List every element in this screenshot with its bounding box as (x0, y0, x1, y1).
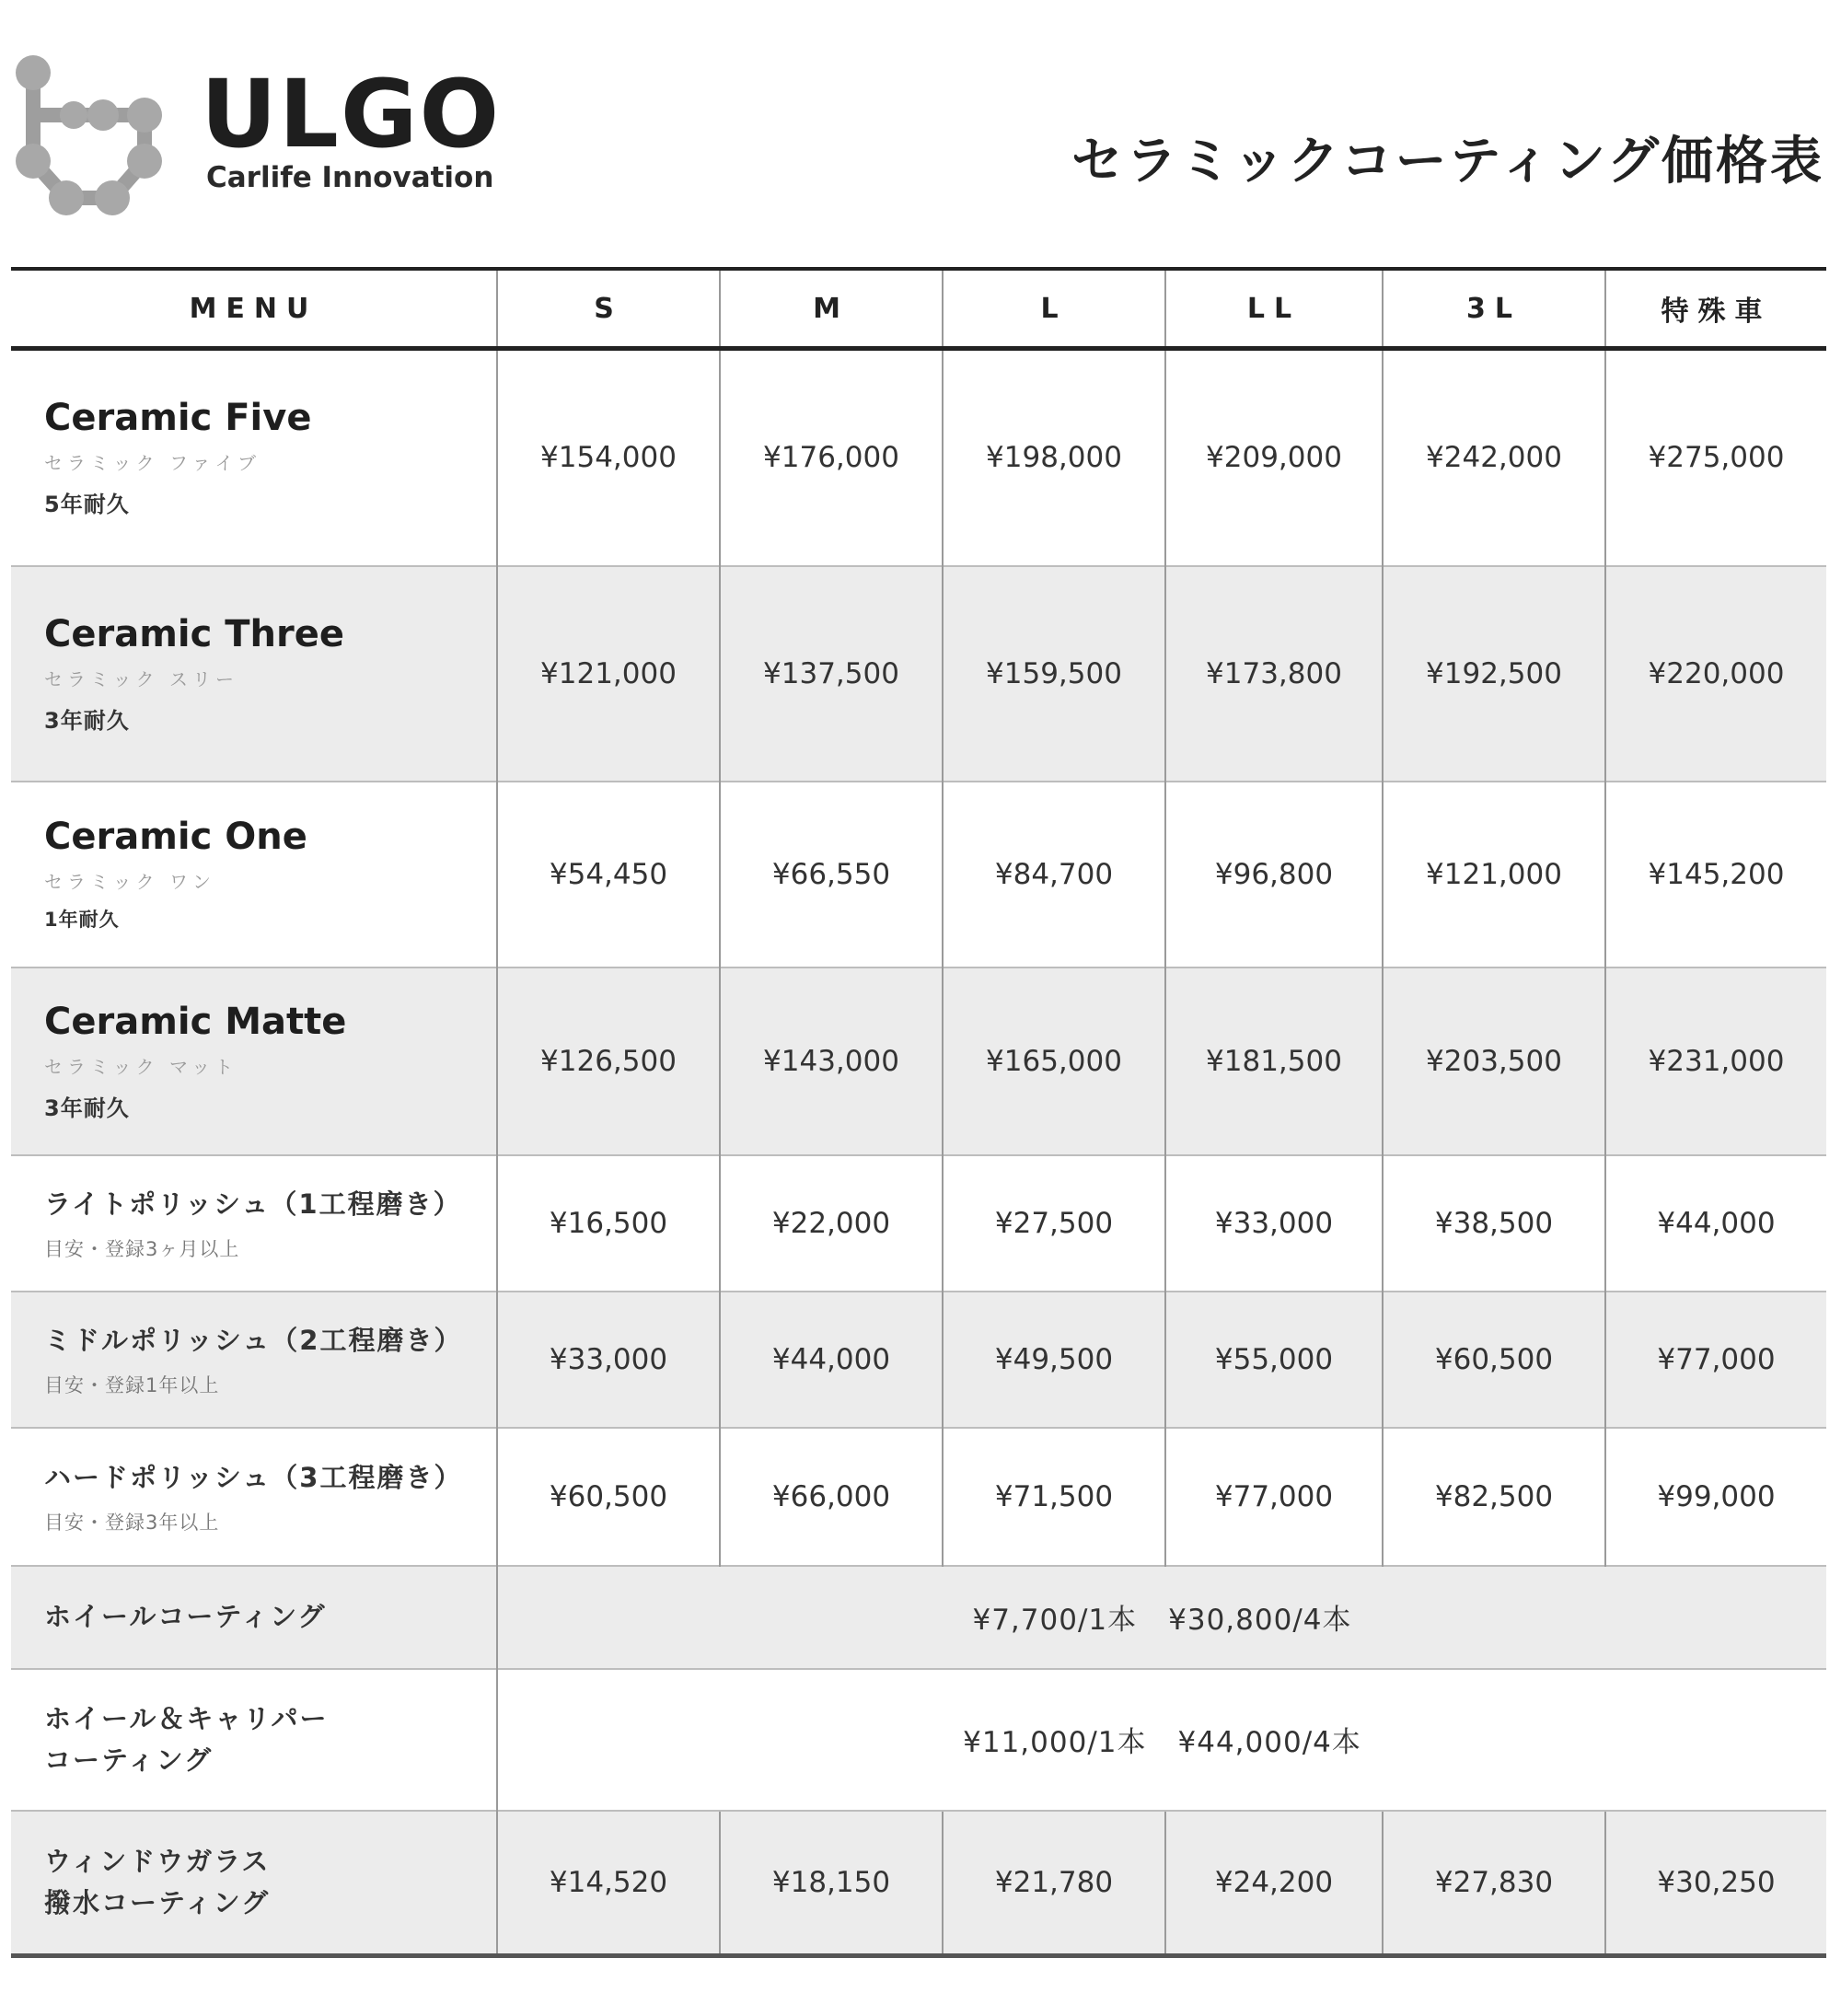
price-cell-wide (497, 1566, 1826, 1669)
price-cell: ¥49,500 (943, 1292, 1165, 1428)
price-cell: ¥209,000 (1165, 349, 1383, 566)
price-cell: ¥33,000 (1165, 1155, 1383, 1292)
menu-cell (11, 1566, 497, 1669)
column-header-3l: 3L (1383, 269, 1605, 349)
menu-kana: セラミック スリー (44, 667, 238, 690)
price-cell: ¥38,500 (1383, 1155, 1605, 1292)
menu-cell (11, 782, 497, 967)
menu-name: Ceramic Three (44, 612, 344, 655)
header-row (11, 269, 1826, 349)
menu-note: 目安・登録3年以上 (44, 1511, 220, 1534)
price-cell: ¥16,500 (497, 1155, 720, 1292)
price-cell: ¥30,250 (1605, 1811, 1826, 1956)
menu-cell (11, 967, 497, 1155)
price-cell: ¥24,200 (1165, 1811, 1383, 1956)
price-cell: ¥66,000 (720, 1428, 943, 1566)
price-cell: ¥33,000 (497, 1292, 720, 1428)
price-cell: ¥275,000 (1605, 349, 1826, 566)
menu-name: Ceramic Five (44, 397, 312, 440)
column-header-special: 特殊車 (1605, 269, 1826, 349)
table-row (11, 1669, 1826, 1811)
price-cell: ¥77,000 (1605, 1292, 1826, 1428)
price-cell: ¥198,000 (943, 349, 1165, 566)
price-cell: ¥66,550 (720, 782, 943, 967)
price-cell: ¥126,500 (497, 967, 720, 1155)
menu-cell (11, 1669, 497, 1811)
price-cell: ¥77,000 (1165, 1428, 1383, 1566)
price-cell: ¥44,000 (720, 1292, 943, 1428)
menu-name-line1: ウィンドウガラス (44, 1845, 271, 1877)
price-cell: ¥60,500 (1383, 1292, 1605, 1428)
price-cell: ¥55,000 (1165, 1292, 1383, 1428)
menu-cell (11, 1155, 497, 1292)
menu-durability: 3年耐久 (44, 707, 130, 734)
menu-name: ライトポリッシュ（1工程磨き） (44, 1188, 462, 1221)
menu-cell (11, 1428, 497, 1566)
table-row (11, 1811, 1826, 1956)
price-cell: ¥181,500 (1165, 967, 1383, 1155)
menu-kana: セラミック マット (44, 1055, 238, 1078)
price-cell: ¥159,500 (943, 566, 1165, 782)
menu-note: 目安・登録3ヶ月以上 (44, 1237, 240, 1260)
price-cell: ¥220,000 (1605, 566, 1826, 782)
column-header-s: S (497, 269, 720, 349)
price-four-wheels: ¥30,800/4本 (1168, 1604, 1352, 1637)
page-title: セラミックコーティング価格表 (1071, 132, 1824, 191)
price-four-wheels: ¥44,000/4本 (1177, 1726, 1361, 1759)
menu-durability: 5年耐久 (44, 492, 130, 518)
column-header-m: M (720, 269, 943, 349)
price-cell: ¥121,000 (1383, 782, 1605, 967)
price-cell: ¥231,000 (1605, 967, 1826, 1155)
price-cell: ¥99,000 (1605, 1428, 1826, 1566)
menu-name: Ceramic Matte (44, 1000, 347, 1043)
table-row (11, 566, 1826, 782)
price-cell: ¥14,520 (497, 1811, 720, 1956)
menu-name-line2: コーティング (44, 1744, 214, 1776)
price-cell: ¥203,500 (1383, 967, 1605, 1155)
price-cell: ¥192,500 (1383, 566, 1605, 782)
price-cell: ¥60,500 (497, 1428, 720, 1566)
menu-name: ハードポリッシュ（3工程磨き） (44, 1462, 463, 1494)
price-cell: ¥18,150 (720, 1811, 943, 1956)
table-row (11, 1155, 1826, 1292)
table-row (11, 1428, 1826, 1566)
menu-kana: セラミック ワン (44, 871, 215, 893)
price-cell: ¥137,500 (720, 566, 943, 782)
price-cell: ¥84,700 (943, 782, 1165, 967)
table-row (11, 1566, 1826, 1669)
menu-durability: 1年耐久 (44, 909, 120, 931)
price-cell: ¥173,800 (1165, 566, 1383, 782)
price-cell: ¥27,500 (943, 1155, 1165, 1292)
menu-cell (11, 349, 497, 566)
column-header-menu: MENU (11, 269, 497, 349)
price-cell: ¥54,450 (497, 782, 720, 967)
price-per-wheel: ¥7,700/1本 (972, 1604, 1138, 1637)
menu-name: Ceramic One (44, 816, 307, 858)
table-row (11, 349, 1826, 566)
menu-name-line2: 撥水コーティング (44, 1886, 271, 1918)
menu-cell (11, 566, 497, 782)
price-cell: ¥71,500 (943, 1428, 1165, 1566)
menu-cell (11, 1292, 497, 1428)
menu-kana: セラミック ファイブ (44, 452, 261, 475)
menu-name: ホイールコーティング (44, 1601, 327, 1633)
price-cell: ¥242,000 (1383, 349, 1605, 566)
price-cell: ¥154,000 (497, 349, 720, 566)
price-cell-wide (497, 1669, 1826, 1811)
price-cell: ¥176,000 (720, 349, 943, 566)
price-cell: ¥165,000 (943, 967, 1165, 1155)
price-cell: ¥44,000 (1605, 1155, 1826, 1292)
price-cell: ¥21,780 (943, 1811, 1165, 1956)
price-cell: ¥96,800 (1165, 782, 1383, 967)
price-cell: ¥143,000 (720, 967, 943, 1155)
price-cell: ¥22,000 (720, 1155, 943, 1292)
brand-tagline: Carlife Innovation (206, 161, 494, 194)
price-cell: ¥145,200 (1605, 782, 1826, 967)
menu-cell (11, 1811, 497, 1956)
table-row (11, 1292, 1826, 1428)
price-per-wheel: ¥11,000/1本 (963, 1726, 1147, 1759)
price-cell: ¥27,830 (1383, 1811, 1605, 1956)
column-header-ll: LL (1165, 269, 1383, 349)
table-row (11, 782, 1826, 967)
menu-durability: 3年耐久 (44, 1095, 130, 1121)
brand-name: ULGO (201, 60, 502, 169)
menu-name-line1: ホイール＆キャリパー (44, 1702, 329, 1734)
column-header-l: L (943, 269, 1165, 349)
price-cell: ¥121,000 (497, 566, 720, 782)
ulgo-logo-icon (11, 51, 168, 226)
table-row (11, 967, 1826, 1155)
menu-name: ミドルポリッシュ（2工程磨き） (44, 1325, 463, 1357)
menu-note: 目安・登録1年以上 (44, 1373, 220, 1396)
price-table (11, 267, 1826, 1958)
price-cell: ¥82,500 (1383, 1428, 1605, 1566)
